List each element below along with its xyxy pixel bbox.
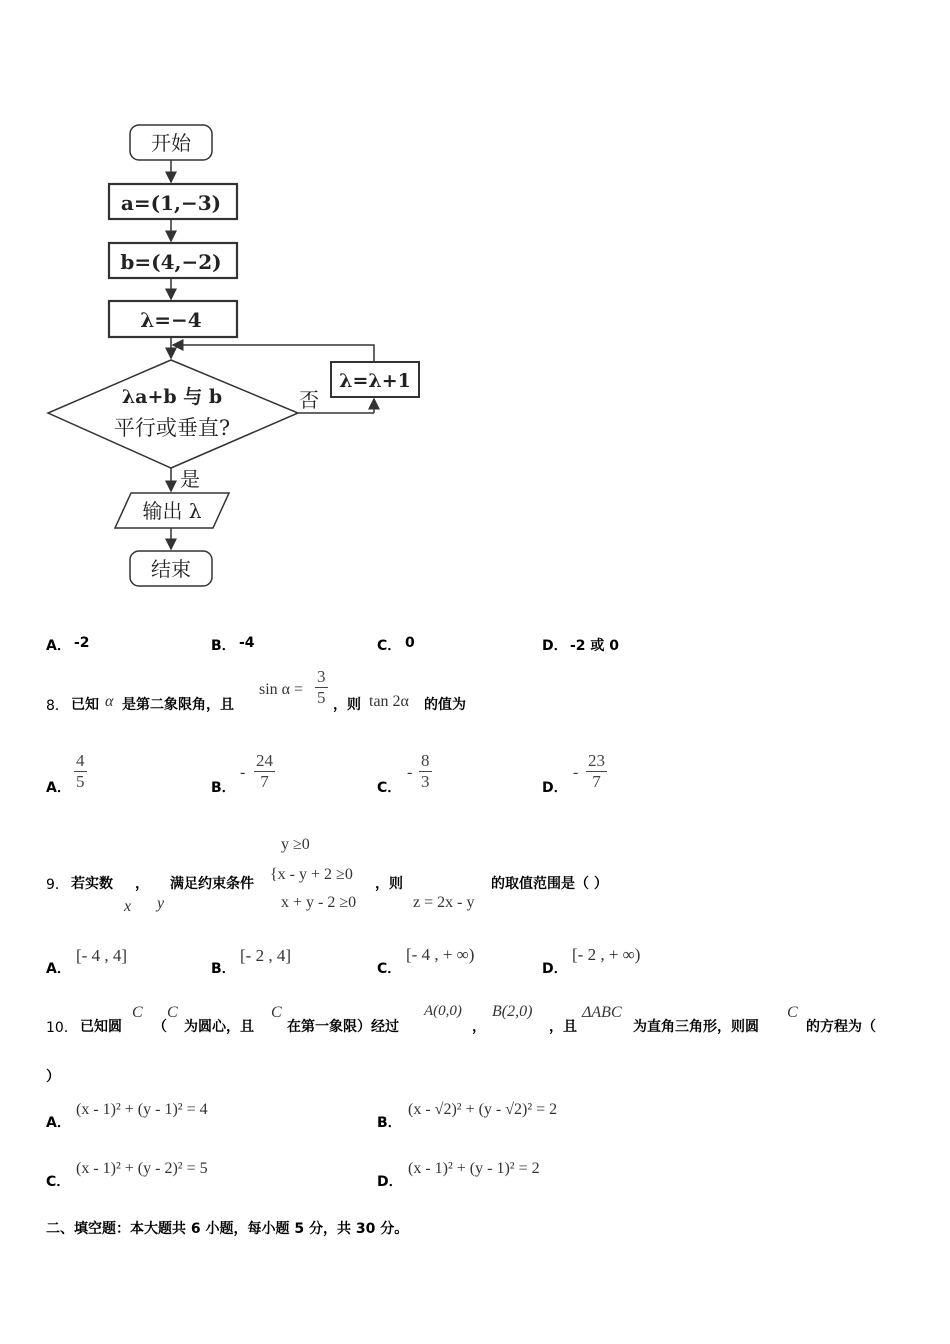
q10-option-b-label: B． — [377, 1115, 402, 1131]
q8-option-b-num: 24 — [256, 751, 273, 770]
q10-c-4: C — [787, 1004, 798, 1021]
q9-var-x: x — [124, 898, 132, 915]
q8-tan-expr: tan 2α — [369, 693, 409, 710]
yes-label: 是 — [180, 467, 200, 491]
q7-option-b-text: -4 — [239, 635, 255, 651]
q8-option-a-fraction — [74, 751, 87, 792]
q9-text2: 满足约束条件 — [170, 876, 254, 892]
q8-option-c-sign: - — [407, 764, 413, 781]
q9-option-d-text: [- 2 , + ∞) — [572, 945, 641, 964]
q9-option-b-label: B． — [211, 961, 236, 977]
q8-text-after: 的值为 — [424, 697, 466, 713]
q10-c-1: C — [132, 1004, 143, 1021]
q7-option-d-text: -2 或 0 — [570, 638, 620, 654]
process-a-label: a=(1,−3) — [120, 191, 222, 215]
start-label: 开始 — [151, 131, 191, 155]
q10-t3: 为圆心，且 — [184, 1019, 254, 1035]
q8-option-d-fraction — [586, 751, 607, 792]
end-label: 结束 — [151, 557, 191, 581]
q10-option-c-label: C． — [46, 1174, 71, 1190]
process-b-label: b=(4,−2) — [120, 250, 222, 274]
q7-option-a-label: A． — [46, 638, 71, 654]
q8-alpha: α — [105, 693, 114, 710]
q8-option-c-fraction — [419, 751, 432, 792]
decision-node — [48, 360, 298, 468]
q10-point-a: A(0,0) — [424, 1003, 462, 1019]
q8-option-d-sign: - — [573, 764, 579, 781]
q8-number: 8． — [46, 698, 69, 714]
q8-option-a-num: 4 — [76, 751, 85, 770]
q7-option-d-label: D． — [542, 638, 568, 654]
q7-option-a-text: -2 — [74, 635, 90, 651]
section-2-heading: 二、填空题：本大题共 6 小题，每小题 5 分，共 30 分。 — [46, 1221, 409, 1237]
q8-option-d-den: 7 — [592, 772, 601, 791]
q10-t1: 已知圆 — [80, 1019, 122, 1035]
q9-option-a-text: [- 4 , 4] — [76, 946, 127, 965]
q9-text4: 的取值范围是（ ） — [491, 876, 608, 892]
q8-sin-expr: sin α = — [259, 681, 304, 698]
q9-constraint-3: x + y - 2 ≥0 — [281, 894, 357, 911]
q8-option-c-label: C． — [377, 780, 402, 796]
q9-text1: 若实数 — [71, 876, 113, 892]
q9-option-c-text: [- 4 , + ∞) — [406, 945, 475, 964]
q9-constraint-1: y ≥0 — [281, 836, 310, 853]
q8-text-before: 已知 — [71, 697, 99, 713]
loop-back-line — [173, 345, 374, 362]
q10-t7: 的方程为（ — [806, 1019, 876, 1035]
q10-t6: 为直角三角形，则圆 — [633, 1019, 759, 1035]
q8-text-mid: 是第二象限角，且 — [122, 697, 234, 713]
q9-option-a-label: A． — [46, 961, 71, 977]
flowchart — [0, 0, 460, 600]
q9-option-d-label: D． — [542, 961, 568, 977]
q10-t5: ，且 — [549, 1019, 577, 1035]
q10-option-c-text: (x - 1)² + (y - 2)² = 5 — [76, 1160, 208, 1177]
q10-t8: ） — [46, 1069, 60, 1085]
q10-triangle: ΔABC — [582, 1004, 622, 1021]
q8-option-d-label: D． — [542, 780, 568, 796]
q9-option-c-label: C． — [377, 961, 402, 977]
decision-line1: λa+b 与 b — [121, 386, 223, 408]
decision-line2: 平行或垂直? — [113, 416, 231, 440]
q8-option-b-sign: - — [240, 764, 246, 781]
q10-option-a-text: (x - 1)² + (y - 1)² = 4 — [76, 1101, 208, 1118]
q9-z-expr: z = 2x - y — [413, 894, 475, 911]
q7-option-c-label: C． — [377, 638, 402, 654]
q8-option-b-label: B． — [211, 780, 236, 796]
q8-option-c-num: 8 — [421, 751, 430, 770]
q9-number: 9． — [46, 877, 69, 893]
q8-option-d-num: 23 — [588, 751, 605, 770]
q10-t2: （ — [153, 1019, 167, 1035]
q10-option-d-label: D． — [377, 1174, 403, 1190]
q9-option-b-text: [- 2 , 4] — [240, 946, 291, 965]
q10-number: 10． — [46, 1020, 78, 1036]
q10-option-d-text: (x - 1)² + (y - 1)² = 2 — [408, 1160, 540, 1177]
q10-option-a-label: A． — [46, 1115, 71, 1131]
q10-t4: 在第一象限）经过 — [287, 1019, 399, 1035]
q10-sep: ， — [472, 1019, 486, 1035]
q10-option-b-text: (x - √2)² + (y - √2)² = 2 — [408, 1101, 558, 1118]
q10-point-b: B(2,0) — [492, 1003, 533, 1020]
q7-option-c-text: 0 — [405, 635, 415, 651]
process-increment-label: λ=λ+1 — [339, 370, 411, 392]
output-label: 输出 λ — [142, 499, 202, 523]
q9-var-y: y — [157, 895, 165, 912]
q9-comma: ， — [135, 876, 149, 892]
q8-sin-den: 5 — [317, 688, 326, 707]
q8-option-a-label: A． — [46, 780, 71, 796]
q8-option-b-fraction — [254, 751, 275, 792]
q8-option-c-den: 3 — [421, 772, 430, 791]
q8-option-a-den: 5 — [76, 772, 85, 791]
q10-c-3: C — [271, 1004, 282, 1021]
q9-constraint-2: {x - y + 2 ≥0 — [270, 866, 353, 883]
q8-option-b-den: 7 — [260, 772, 269, 791]
no-label: 否 — [299, 388, 319, 412]
process-lambda-label: λ=−4 — [140, 308, 202, 332]
q10-c-2: C — [167, 1004, 178, 1021]
q7-option-b-label: B． — [211, 638, 236, 654]
q9-text3: ，则 — [375, 876, 403, 892]
q8-sin-num: 3 — [317, 667, 326, 686]
q8-sin-fraction — [315, 667, 328, 708]
q8-text-then: ，则 — [333, 697, 361, 713]
